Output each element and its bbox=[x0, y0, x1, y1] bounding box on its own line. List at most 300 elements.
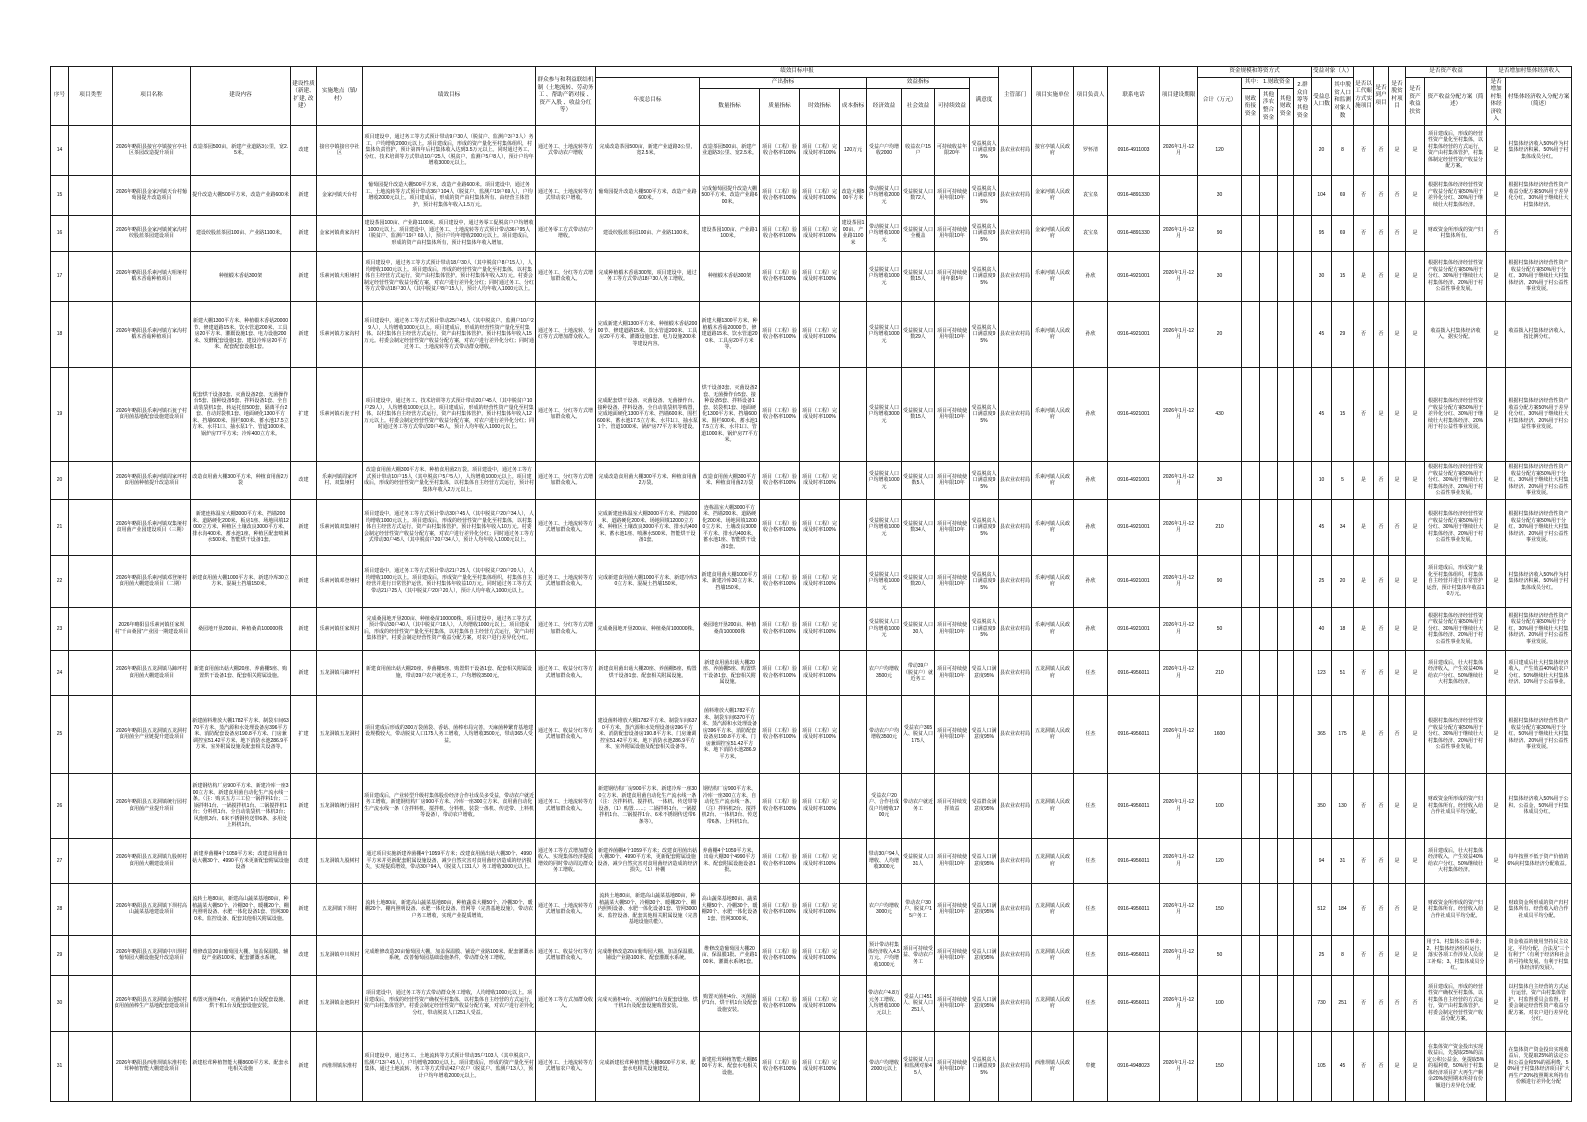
cell-build-period: 2026年1月-12月 bbox=[1160, 650, 1198, 695]
cell-project-leader: 任杰 bbox=[1074, 838, 1108, 883]
cell-total-fund: 30 bbox=[1198, 461, 1242, 499]
cell-quality-indicator: 项目（工程）验收合格率100% bbox=[760, 215, 800, 251]
table-header bbox=[51, 67, 1572, 126]
cell-project-name: 2026年略阳县接官亭镇接官亭社区茶园改造提升项目 bbox=[113, 125, 191, 175]
cell-poor-village-flag: 否 bbox=[1389, 499, 1406, 555]
cell-project-name: 2026年略阳县五龙洞镇统行园村食用菌产业提升项目 bbox=[113, 773, 191, 838]
cell-implementing-unit: 接官亭镇人民政府 bbox=[1032, 125, 1074, 175]
cell-timeliness-indicator: 项目（工程）完成及时率100% bbox=[800, 650, 840, 695]
table-row bbox=[51, 175, 1572, 215]
cell-poor-village-flag: 是 bbox=[1389, 251, 1406, 301]
table-row bbox=[51, 461, 1572, 499]
cell-project-type bbox=[69, 499, 113, 555]
header-collective-plan: 村集体经济收入分配方案（简述） bbox=[1506, 77, 1572, 125]
cell-build-nature: 新建 bbox=[291, 499, 317, 555]
cell-quantity-indicator: 桑园地开垦200亩、种植桑苗100000株 bbox=[700, 607, 760, 650]
cell-build-period: 2026年1月-12月 bbox=[1160, 773, 1198, 838]
cell-agri-integrated-fund bbox=[1260, 838, 1278, 883]
cell-beneficiary-total: 40 bbox=[1312, 607, 1332, 650]
cell-project-name: 2026年略阳县乐素河镇大咀垭村椴木香菇种植项目 bbox=[113, 251, 191, 301]
cell-beneficiary-total: 10 bbox=[1312, 461, 1332, 499]
cell-labor-relief-flag: 否 bbox=[1354, 935, 1374, 975]
cell-performance-goal: 项目建设中，通过务工等方式预计带动9户30人（脱贫户、监测户3户3人）务工，户均增收2000元以上。项目建成后，形成的资产量化至村集体组织，村集体负责管护，预计第四年后村集体收入达到3.5万元以上。同时通过务工、分红、技术培训等方式带动10户25人（脱贫户、监测户5户8人），预计户均年增收3000元以上。 bbox=[363, 125, 536, 175]
cell-social-benefit: 受益脱贫人口数5人 bbox=[902, 461, 935, 499]
cell-total-fund: 50 bbox=[1198, 935, 1242, 975]
cell-self-raised-fund bbox=[1294, 215, 1312, 251]
cell-satisfaction: 受益人口满意度95% bbox=[970, 695, 999, 773]
cell-annual-goal: 完成配套烘干设备、灭菌设备、无菌操作台、接种设备、拌料设备、全自动装袋机等购置，完成地面硬化1300平方米、挡墙600米、围栏600米、蓄水池17.5立方米、水井1口、抽水泵1个、管道1000米、锅炉房77平方米等建设。 bbox=[596, 367, 700, 461]
cell-fiscal-link-fund bbox=[1242, 175, 1260, 215]
cell-build-nature: 新建 bbox=[291, 175, 317, 215]
cell-asset-income-flag: 是 bbox=[1406, 461, 1425, 499]
cell-annual-goal: 新建钢结构厂房900平方米、新建冷库一座300立方米、新建食用菌自动化生产流水线一条（注：含拌料机、搅拌机、一体机、传送带等设备，（1）购置……；二锅拌料1台、一锅搅拌机1台、二锅搅拌1台、6米不锈钢传送带6条等）。 bbox=[596, 773, 700, 838]
cell-participation-mechanism: 通过务工、土地流转等方式增加群众收入。 bbox=[536, 555, 596, 607]
cell-self-raised-fund bbox=[1294, 883, 1312, 935]
cell-satisfaction: 受益人口满意度95% bbox=[970, 935, 999, 975]
cell-build-nature: 改建 bbox=[291, 461, 317, 499]
cell-other-fiscal-fund bbox=[1278, 461, 1294, 499]
cell-project-type bbox=[69, 461, 113, 499]
cell-sustainable-benefit: 项目可持续使用年限5年 bbox=[935, 251, 970, 301]
cell-project-name: 2026年略阳县乐素河镇石瓮子村食用菌基地配套设施建设项目 bbox=[113, 367, 191, 461]
cell-project-leader: 孙欣 bbox=[1074, 499, 1108, 555]
cell-beneficiary-total: 30 bbox=[1312, 251, 1332, 301]
cell-sustainable-benefit: 项目可持续使用年限10年 bbox=[935, 883, 970, 935]
cell-location: 乐素河镇双集垭村 bbox=[317, 499, 363, 555]
cell-build-nature: 改建 bbox=[291, 935, 317, 975]
cell-satisfaction: 受益脱贫人口满意度95% bbox=[970, 499, 999, 555]
cell-implementing-unit: 五龙洞镇人民政府 bbox=[1032, 975, 1074, 1031]
cell-labor-relief-flag: 否 bbox=[1354, 650, 1374, 695]
cell-sustainable-benefit: 项目可持续使用年限10年 bbox=[935, 301, 970, 367]
cell-quality-indicator: 项目（工程）验收合格率100% bbox=[760, 773, 800, 838]
cell-location: 五龙洞镇九股树村 bbox=[317, 838, 363, 883]
cell-satisfaction: 受益脱贫人口满意度95% bbox=[970, 367, 999, 461]
cell-project-type bbox=[69, 367, 113, 461]
table-row bbox=[51, 695, 1572, 773]
cell-labor-relief-flag: 否 bbox=[1354, 367, 1374, 461]
cell-to-household-flag: 否 bbox=[1374, 251, 1389, 301]
cell-quantity-indicator: 种植椴木香菇300架 bbox=[700, 251, 760, 301]
cell-fiscal-link-fund bbox=[1242, 251, 1260, 301]
cell-poor-beneficiary: 8 bbox=[1332, 935, 1354, 975]
cell-location: 五龙洞镇五龙洞村 bbox=[317, 695, 363, 773]
cell-build-content: 建设绞股蓝茶园100亩、产业路1100米。 bbox=[191, 215, 291, 251]
cell-other-fiscal-fund bbox=[1278, 695, 1294, 773]
cell-asset-income-flag: 否 bbox=[1406, 975, 1425, 1031]
cell-timeliness-indicator: 项目（工程）完成及时率100% bbox=[800, 607, 840, 650]
header-to-household: 是否到户项目 bbox=[1374, 67, 1389, 126]
cell-participation-mechanism: 通过务工、土地流转等方式增加群众收入。 bbox=[536, 773, 596, 838]
cell-project-leader: 孙欣 bbox=[1074, 607, 1108, 650]
cell-beneficiary-total: 730 bbox=[1312, 975, 1332, 1031]
cell-poor-beneficiary: 251 bbox=[1332, 975, 1354, 1031]
cell-project-name: 2026年略阳县金家河镇天台村葡萄园提升改造项目 bbox=[113, 175, 191, 215]
header-asset-group: 是否资产收益 bbox=[1406, 67, 1487, 78]
cell-collective-income-plan: 根据村集体经济经营性资产收益分配方案30%用于分红、50%用于继续壮大村集体经济、20%用于村公益性事业发展。 bbox=[1506, 695, 1572, 773]
cell-build-nature: 新建 bbox=[291, 975, 317, 1031]
cell-seq: 14 bbox=[51, 125, 69, 175]
cell-collective-income-flag: 是 bbox=[1487, 607, 1506, 650]
cell-self-raised-fund bbox=[1294, 499, 1312, 555]
cell-social-benefit: 受益脱贫人口全覆盖 bbox=[902, 215, 935, 251]
cell-project-name: 2026年略阳县乐素河镇周家坪村食用菌种植提升改造项目 bbox=[113, 461, 191, 499]
cell-seq: 31 bbox=[51, 1031, 69, 1101]
header-content: 建设内容 bbox=[191, 67, 291, 126]
cell-build-nature: 新建 bbox=[291, 883, 317, 935]
cell-agri-integrated-fund bbox=[1260, 175, 1278, 215]
cell-labor-relief-flag: 否 bbox=[1354, 975, 1374, 1031]
cell-cost-indicator bbox=[840, 838, 867, 883]
cell-implementing-unit: 乐素河镇人民政府 bbox=[1032, 607, 1074, 650]
header-collective-yn: 是否增加村集体经济收入 bbox=[1487, 77, 1506, 125]
cell-cost-indicator: 120万元 bbox=[840, 125, 867, 175]
cell-project-name: 2026年略阳县五龙洞镇金池院村食用菌菌棒生产基地配套建设项目 bbox=[113, 975, 191, 1031]
cell-build-period: 2026年1月-12月 bbox=[1160, 555, 1198, 607]
cell-beneficiary-total: 365 bbox=[1312, 695, 1332, 773]
cell-project-leader: 罗怀清 bbox=[1074, 125, 1108, 175]
header-unit: 项目实施单位 bbox=[1032, 67, 1074, 126]
cell-economic-benefit: 受益脱贫人口户均增收3000元 bbox=[867, 367, 902, 461]
cell-contact-phone: 0916-4911003 bbox=[1108, 125, 1160, 175]
cell-contact-phone: 0916-4921001 bbox=[1108, 461, 1160, 499]
cell-asset-income-plan: 项目建成后，形成的经营性资产量化至村集体，以村集体经营的方式运行，资产由村集体管护，村集体制定经营性资产收益分配方案。 bbox=[1425, 125, 1487, 175]
header-participation: 群众参与和利益联结机制（土地流转、劳动务工 、帮助产销对接 、资产入股 、收益分红等） bbox=[536, 67, 596, 126]
cell-seq: 22 bbox=[51, 555, 69, 607]
cell-collective-income-plan: 根据村集体经济经营性资产收益分配方案50%用于分红、30%用于继续壮大村集体经济、20%用于村公益性事业发展。 bbox=[1506, 461, 1572, 499]
cell-implementing-unit: 五龙洞镇人民政府 bbox=[1032, 650, 1074, 695]
table-row bbox=[51, 838, 1572, 883]
cell-implementing-unit: 金家河镇人民政府 bbox=[1032, 215, 1074, 251]
cell-quantity-indicator: 新建松茸种植智能大棚8600平方米、配套水电相关设施。 bbox=[700, 1031, 760, 1101]
cell-labor-relief-flag: 是 bbox=[1354, 251, 1374, 301]
cell-fiscal-link-fund bbox=[1242, 1031, 1260, 1101]
cell-poor-village-flag: 否 bbox=[1389, 695, 1406, 773]
cell-timeliness-indicator: 项目（工程）完成及时率100% bbox=[800, 461, 840, 499]
cell-contact-phone: 0916-4891330 bbox=[1108, 215, 1160, 251]
cell-asset-income-plan: 项目建成后，形成资产量化至村集体组织，村集体自主经营并进行日常管护运营，预计村集体年收益10万元。 bbox=[1425, 555, 1487, 607]
cell-other-fiscal-fund bbox=[1278, 555, 1294, 607]
cell-collective-income-plan: 根据村集体经济经营性资产收益分配方案50%用于分红、30%用于继续壮大村集体经济、20%用于村公益性事业发展。 bbox=[1506, 251, 1572, 301]
cell-poor-beneficiary: 34 bbox=[1332, 499, 1354, 555]
cell-beneficiary-total: 123 bbox=[1312, 650, 1332, 695]
cell-quality-indicator: 项目（工程）验收合格率100% bbox=[760, 838, 800, 883]
cell-annual-goal: 完成新建大棚1300平方米、种植椴木香菇20000节、修建道路15米、饮水管道200米、工具房20平方米、灌溉设施1套、电力设施200米等建设内容。 bbox=[596, 301, 700, 367]
cell-performance-goal: 项目建设中，通过务工等方式预计带动18户30人（其中脱贫户8户15人），人均增收1000元以上。项目建成后，形成的经营性资产量化至村集体，以村集体自主经营方式运行，资产由村集体管护。预计村集体年收入3万元。村委会制定经营性资产收益分配方案，对农户进行差异化分红；同时通过务工、分红等方式带动18户30人（其中脱贫户8户15人），预计人均年收入1000元以上。 bbox=[363, 251, 536, 301]
cell-poor-beneficiary: 15 bbox=[1332, 251, 1354, 301]
cell-cost-indicator bbox=[840, 251, 867, 301]
cell-build-nature: 新建 bbox=[291, 251, 317, 301]
cell-collective-income-flag: 是 bbox=[1487, 555, 1506, 607]
cell-poor-beneficiary: 18 bbox=[1332, 607, 1354, 650]
cell-build-content: 新建松茸种植智能大棚8600平方米、配套水电相关设施 bbox=[191, 1031, 291, 1101]
cell-location: 接官亭镇接官亭社区 bbox=[317, 125, 363, 175]
cell-project-name: 2026年略阳县五龙洞镇五龙洞村食用菌全产业链提升建设项目 bbox=[113, 695, 191, 773]
cell-poor-beneficiary: 31 bbox=[1332, 838, 1354, 883]
cell-economic-benefit: 带动户均增收2000元以上 bbox=[867, 1031, 902, 1101]
cell-contact-phone: 0916-4956011 bbox=[1108, 975, 1160, 1031]
cell-satisfaction: 受益人口满意度95% bbox=[970, 838, 999, 883]
cell-self-raised-fund bbox=[1294, 125, 1312, 175]
cell-project-type bbox=[69, 935, 113, 975]
cell-cost-indicator bbox=[840, 935, 867, 975]
cell-fiscal-link-fund bbox=[1242, 838, 1260, 883]
cell-fiscal-link-fund bbox=[1242, 695, 1260, 773]
cell-asset-income-plan: 财政资金所形成的资产归村集体所有。经营收入给合作社成员平均分配。 bbox=[1425, 883, 1487, 935]
cell-other-fiscal-fund bbox=[1278, 975, 1294, 1031]
cell-labor-relief-flag: 否 bbox=[1354, 125, 1374, 175]
header-quality: 质量指标 bbox=[760, 89, 800, 126]
cell-collective-income-plan: 财政资金所形成的资产归村集体所有、经营收入给合作社成员平均分配。 bbox=[1506, 883, 1572, 935]
cell-project-leader: 孙欣 bbox=[1074, 555, 1108, 607]
cell-self-raised-fund bbox=[1294, 555, 1312, 607]
cell-build-content: 新建钢结构厂房900平方米、新建冷库一座300立方米、新建食用菌自动化生产流水线一条。（注：购买五方三工位一锅拌料1台；二锅拌料1台、一锅搅拌机1台、二锅搅拌机1台；分料机1台、全自动装袋机一体机3台；风炮机3台、6米不锈钢传送带6条、多用处上料机1台。 bbox=[191, 773, 291, 838]
cell-self-raised-fund bbox=[1294, 773, 1312, 838]
header-output-group: 产出指标 bbox=[700, 77, 867, 89]
cell-performance-goal: 项目建设中，通过务工等方式预计带动25户45人（其中脱贫户、监测户10户29人），人均增收1000元以上。项目建成后，形成的经营性资产量化至村集体。以村集体自主经营方式运行，资产由村集体管护。预计村集体年收入15万元。村委会制定经营性资产收益分配方案，对农户进行差异化分红；同时通过务工、土地流转等方式带动群众增收。 bbox=[363, 301, 536, 367]
cell-annual-goal: 新建食用菌出菇大棚20座、养菌棚5座、购置烘干设备1套、配套相关附属设施。 bbox=[596, 650, 700, 695]
cell-project-type bbox=[69, 883, 113, 935]
cell-participation-mechanism: 通过务工、分红等方式增加群众收入。 bbox=[536, 367, 596, 461]
cell-build-period: 2026年1月-12月 bbox=[1160, 301, 1198, 367]
cell-other-fiscal-fund bbox=[1278, 1031, 1294, 1101]
cell-poor-beneficiary: 29 bbox=[1332, 301, 1354, 367]
cell-participation-mechanism: 通过务工、收益分红等方式增加群众收入。 bbox=[536, 695, 596, 773]
cell-self-raised-fund bbox=[1294, 175, 1312, 215]
cell-supervising-dept: 县农业农村局 bbox=[999, 695, 1032, 773]
cell-satisfaction: 受益脱贫人口满意度95% bbox=[970, 461, 999, 499]
cell-cost-indicator: 建设茶园100亩、产业路1100米 bbox=[840, 215, 867, 251]
cell-collective-income-flag: 是 bbox=[1487, 935, 1506, 975]
header-leader: 项目负责人 bbox=[1074, 67, 1108, 126]
cell-location: 五龙洞镇金池院村 bbox=[317, 975, 363, 1031]
cell-build-content: 种植椴木香菇300架 bbox=[191, 251, 291, 301]
cell-participation-mechanism: 通过务工等方式增加群众收入、实现集体经济提质增效的同时带动周边群众务工增收。 bbox=[536, 838, 596, 883]
cell-poor-village-flag: 是 bbox=[1389, 301, 1406, 367]
cell-implementing-unit: 乐素河镇人民政府 bbox=[1032, 499, 1074, 555]
cell-satisfaction: 受益脱贫人口满意度95% bbox=[970, 301, 999, 367]
table-row bbox=[51, 367, 1572, 461]
cell-build-period: 2026年1月-12月 bbox=[1160, 1031, 1198, 1101]
cell-economic-benefit: 带动农户4.8万元务工增收、人均增收1000元以上 bbox=[867, 975, 902, 1031]
cell-fiscal-link-fund bbox=[1242, 461, 1260, 499]
cell-build-content: 配套烘干设备3套、灭菌设备2套、无菌操作台5套、接种设备5套、拌料设备1套、全自动装袋机1套、转运托盘500套、隔离平台2套、自动封袋机1套、地面硬化1300平方米、挡墙600米、围栏600米、蓄水池17.5立方米、水井1口、抽水泵1个、管道1000米、锅炉房77平方米；冷库400立方米。 bbox=[191, 367, 291, 461]
cell-quantity-indicator: 连栋温室大棚3000平方米、挡墙200米、道路硬化200米、场地回填12000立方米、土壤改良3000平方米、排水沟400米、蓄水池1座、智能烘干设备1套。 bbox=[700, 499, 760, 555]
cell-fiscal-link-fund bbox=[1242, 975, 1260, 1031]
cell-total-fund: 50 bbox=[1198, 607, 1242, 650]
cell-agri-integrated-fund bbox=[1260, 251, 1278, 301]
cell-annual-goal: 完成维修改造20亩葡萄园大棚、加盖保温膜、铺设产业路100米、配套灌溉水系统。 bbox=[596, 935, 700, 975]
cell-project-type bbox=[69, 555, 113, 607]
cell-to-household-flag: 否 bbox=[1374, 1031, 1389, 1101]
cell-sustainable-benefit: 项目可持续使用年限10年 bbox=[935, 838, 970, 883]
cell-build-nature: 新建 bbox=[291, 607, 317, 650]
cell-beneficiary-total: 512 bbox=[1312, 883, 1332, 935]
cell-supervising-dept: 县农业农村局 bbox=[999, 125, 1032, 175]
cell-quantity-indicator: 购置灭菌柜4台、灭菌锅炉1台、烘干机1台及配套设施安装。 bbox=[700, 975, 760, 1031]
cell-build-period: 2026年1月-12月 bbox=[1160, 251, 1198, 301]
cell-participation-mechanism: 通过务工、分红等方式增加群众收入。 bbox=[536, 607, 596, 650]
cell-build-period: 2026年1月-12月 bbox=[1160, 883, 1198, 935]
cell-project-type bbox=[69, 773, 113, 838]
cell-collective-income-flag: 是 bbox=[1487, 883, 1506, 935]
cell-satisfaction: 受益脱贫人口满意度95% bbox=[970, 555, 999, 607]
cell-asset-income-plan: 收益拨入村集体经济收入，据实分配。 bbox=[1425, 301, 1487, 367]
table-row bbox=[51, 935, 1572, 975]
cell-cost-indicator bbox=[840, 499, 867, 555]
cell-total-fund: 30 bbox=[1198, 175, 1242, 215]
cell-to-household-flag: 否 bbox=[1374, 650, 1389, 695]
table-row bbox=[51, 215, 1572, 251]
cell-participation-mechanism: 通过务工等方式加群众收入。 bbox=[536, 975, 596, 1031]
cell-satisfaction: 受益群众满意度95% bbox=[970, 773, 999, 838]
cell-build-period: 2026年1月-12月 bbox=[1160, 461, 1198, 499]
cell-supervising-dept: 县农业农村局 bbox=[999, 883, 1032, 935]
cell-quality-indicator: 项目（工程）验收合格率100% bbox=[760, 251, 800, 301]
header-goal: 绩效目标 bbox=[363, 67, 536, 126]
cell-sustainable-benefit: 项目可持续使用年限10年 bbox=[935, 499, 970, 555]
cell-sustainable-benefit: 项目可持续使用年限10年 bbox=[935, 695, 970, 773]
cell-quality-indicator: 项目（工程）验收合格率100% bbox=[760, 883, 800, 935]
cell-performance-goal: 完成桑园地开垦200亩、种植桑苗100000株。项目建设中，通过务工等方式预计带动30户40人（其中脱贫户18人），人均增收1000元以上。项目建成后，形成的经营性资产量化至村集体，以村集体自主经营方式运行，资产由村集体管护。村委会制定经营性资产收益分配方案，对农户进行差异化分红。 bbox=[363, 607, 536, 650]
cell-beneficiary-total: 20 bbox=[1312, 125, 1332, 175]
cell-implementing-unit: 五龙洞镇人民政府 bbox=[1032, 935, 1074, 975]
cell-satisfaction: 受益人口满意度95% bbox=[970, 975, 999, 1031]
cell-collective-income-plan bbox=[1506, 215, 1572, 251]
table-row bbox=[51, 1031, 1572, 1101]
cell-location: 乐素河镇任家坝村 bbox=[317, 607, 363, 650]
cell-build-content: 新建大棚1300平方米、种植椴木香菇20000节、修建道路15米、饮水管道200米、工具房20平方米、灌溉设施1套、电力设施200米、发酵配套设施1套、建设冷库房20平方米、配套配套设施1套。 bbox=[191, 301, 291, 367]
cell-collective-income-flag: 是 bbox=[1487, 125, 1506, 175]
cell-labor-relief-flag: 否 bbox=[1354, 175, 1374, 215]
cell-project-name: 2026年略阳县乐素河镇方家沟村椴木香菇种植项目 bbox=[113, 301, 191, 367]
cell-performance-goal: 项目建成后形成的300万袋菌袋、香菇、菌棒布局完善，天麻菌种繁育基地建设规模较大，带动脱贫人口175人务工增收，人均增收3500元，带动365人受益。 bbox=[363, 695, 536, 773]
cell-contact-phone: 0916-4921001 bbox=[1108, 251, 1160, 301]
cell-fiscal-link-fund bbox=[1242, 935, 1260, 975]
header-benefit-group: 效益指标 bbox=[867, 77, 970, 89]
cell-seq: 24 bbox=[51, 650, 69, 695]
cell-agri-integrated-fund bbox=[1260, 555, 1278, 607]
cell-build-period: 2026年1月-12月 bbox=[1160, 367, 1198, 461]
cell-implementing-unit: 五龙洞镇人民政府 bbox=[1032, 838, 1074, 883]
header-dept: 主管部门 bbox=[999, 67, 1032, 126]
cell-poor-village-flag: 是 bbox=[1389, 607, 1406, 650]
cell-quality-indicator: 项目（工程）验收合格率100% bbox=[760, 461, 800, 499]
cell-asset-income-plan: 用于1、村集体公益事业；2、村集体经济组织运行、落实各项工作涉及人员误工补贴；3、村集体成员分红。 bbox=[1425, 935, 1487, 975]
cell-location: 金家河镇黄家沟村 bbox=[317, 215, 363, 251]
cell-build-nature: 新建 bbox=[291, 301, 317, 367]
cell-cost-indicator bbox=[840, 773, 867, 838]
cell-quality-indicator: 项目（工程）验收合格率100% bbox=[760, 935, 800, 975]
cell-quality-indicator: 项目（工程）验收合格率100% bbox=[760, 175, 800, 215]
cell-project-type bbox=[69, 215, 113, 251]
cell-implementing-unit: 西淮坝镇人民政府 bbox=[1032, 1031, 1074, 1101]
cell-satisfaction: 受益脱贫人口满意度95% bbox=[970, 215, 999, 251]
cell-fiscal-link-fund bbox=[1242, 650, 1260, 695]
cell-performance-goal: 项目建设中，通过务工等方式带动群众务工增收，人均增收1000元以上。项目建成后，形成的经营性资产确权至村集体，以村集体自主经营的方式运行，资产由村集体管护。村委会制定经营性资产收益分配方案，对农户进行差异化分红，带动脱贫人口251人受益。 bbox=[363, 975, 536, 1031]
cell-quality-indicator: 项目（工程）验收合格率100% bbox=[760, 555, 800, 607]
cell-total-fund: 100 bbox=[1198, 773, 1242, 838]
cell-project-leader: 孙欣 bbox=[1074, 367, 1108, 461]
cell-asset-income-flag: 是 bbox=[1406, 215, 1425, 251]
cell-total-fund: 120 bbox=[1198, 838, 1242, 883]
cell-social-benefit: 项目可持续受益、带动农户务工 bbox=[902, 935, 935, 975]
cell-poor-beneficiary: 20 bbox=[1332, 555, 1354, 607]
cell-to-household-flag: 否 bbox=[1374, 461, 1389, 499]
table-row bbox=[51, 555, 1572, 607]
cell-agri-integrated-fund bbox=[1260, 125, 1278, 175]
cell-project-type bbox=[69, 975, 113, 1031]
cell-other-fiscal-fund bbox=[1278, 650, 1294, 695]
cell-collective-income-flag: 是 bbox=[1487, 499, 1506, 555]
cell-participation-mechanism: 通过务工、收益分红等方式增加群众收入。 bbox=[536, 650, 596, 695]
cell-asset-income-flag: 是 bbox=[1406, 367, 1425, 461]
cell-beneficiary-total: 25 bbox=[1312, 555, 1332, 607]
table-row bbox=[51, 650, 1572, 695]
cell-social-benefit: 受益脱贫人口数34人 bbox=[902, 499, 935, 555]
cell-other-fiscal-fund bbox=[1278, 883, 1294, 935]
cell-project-leader: 孙欣 bbox=[1074, 301, 1108, 367]
cell-agri-integrated-fund bbox=[1260, 1031, 1278, 1101]
table-row bbox=[51, 883, 1572, 935]
cell-build-content: 新建连栋温室大棚3000平方米、挡墙200米、道路硬化200米、板房1座、场地回填12000立方米、种植区土壤改良3000平方米、排水沟400米、蓄水池1座、种植区配套喷淋水500米、智能烘干设备1套。 bbox=[191, 499, 291, 555]
cell-project-name: 2026年略阳县五龙洞镇马蹄坪村食用菌大棚建设项目 bbox=[113, 650, 191, 695]
cell-project-name: 2026年略阳县乐素河镇任家坝村“千亩桑园”产业园一期建设项目 bbox=[113, 607, 191, 650]
cell-quality-indicator: 项目（工程）验收合格率100% bbox=[760, 499, 800, 555]
cell-implementing-unit: 乐素河镇人民政府 bbox=[1032, 251, 1074, 301]
cell-performance-goal: 项目建设中，通过务工、土地流转等方式预计带动35户103人（其中脱贫户、监测户13户45人），户均增收2000元以上。项目建成后，形成的资产量化至村集体，通过土地流转、务工等方式带动42户农户（脱贫户、监测户13人），预计户均年增收2000元以上。 bbox=[363, 1031, 536, 1101]
cell-labor-relief-flag: 是 bbox=[1354, 461, 1374, 499]
cell-social-benefit: 受益脱贫人口和监测对象45人 bbox=[902, 1031, 935, 1101]
cell-collective-income-plan: 在集体资产资金投出实现收益后，先提取25%的法定公积公益金和5%的福利费，50%用于村集体经济项目扩大再生产20%按照期末所持有份额进行差异化分配 bbox=[1506, 1031, 1572, 1101]
cell-timeliness-indicator: 项目（工程）完成及时率100% bbox=[800, 773, 840, 838]
cell-other-fiscal-fund bbox=[1278, 251, 1294, 301]
cell-asset-income-plan: 项目建成后，壮大村集体经济收入，产生效益40%给农户分红、50%继续壮大村集体经济。 bbox=[1425, 650, 1487, 695]
cell-annual-goal: 完成新建连栋温室大棚3000平方米、挡墙200米、道路硬化200米、场地回填12000立方米、种植区土壤改良3000平方米、排水沟400米、蓄水池1座、喷淋水500米、智能烘干设备1套。 bbox=[596, 499, 700, 555]
cell-build-content: 新建食用菌大棚1000平方米、新建冷库30立方米、混凝土挡墙150米。 bbox=[191, 555, 291, 607]
cell-fiscal-link-fund bbox=[1242, 555, 1260, 607]
cell-seq: 28 bbox=[51, 883, 69, 935]
cell-total-fund: 100 bbox=[1198, 975, 1242, 1031]
cell-seq: 26 bbox=[51, 773, 69, 838]
cell-project-type bbox=[69, 251, 113, 301]
cell-quality-indicator: 项目（工程）验收合格率100% bbox=[760, 1031, 800, 1101]
cell-social-benefit: 受益脱贫人口数29人 bbox=[902, 301, 935, 367]
cell-to-household-flag: 否 bbox=[1374, 555, 1389, 607]
header-location: 实施地点（镇/村） bbox=[317, 67, 363, 126]
cell-collective-income-plan: 根据村集体经济经营性资产收益分配方案50%用于差异化分红、30%用于继续壮大村集体经济。 bbox=[1506, 175, 1572, 215]
cell-timeliness-indicator: 项目（工程）完成及时率100% bbox=[800, 125, 840, 175]
cell-poor-beneficiary: 51 bbox=[1332, 650, 1354, 695]
cell-annual-goal: 新建养菌棚4个1059平方米；改建食用菌出菇大棚30个、4990平方米，更新配套附属设施设备，减少自然灾害对食用菌经济造成的经济损失。（1）补棚 bbox=[596, 838, 700, 883]
cell-supervising-dept: 县农业农村局 bbox=[999, 251, 1032, 301]
cell-contact-phone: 0916-4921001 bbox=[1108, 607, 1160, 650]
cell-project-type bbox=[69, 175, 113, 215]
cell-collective-income-plan: 项目建成后壮大村集体经济收入，产生效益40%给农户分红、50%继续壮大村集体经济、10%用于公益事业。 bbox=[1506, 650, 1572, 695]
header-satisfaction: 满意度 bbox=[970, 77, 999, 125]
cell-poor-village-flag: 是 bbox=[1389, 773, 1406, 838]
cell-contact-phone: 0916-4891330 bbox=[1108, 175, 1160, 215]
cell-performance-goal: 流转土地80亩，新建高山蔬菜基地80亩，种植蔬菜大棚50个、冷棚30个、暖棚20个、棚内照明设备、水肥一体化设备、管网等（完善基地设施），带动农户务工增收，实现产业提质增效。 bbox=[363, 883, 536, 935]
cell-build-period: 2026年1月-12月 bbox=[1160, 935, 1198, 975]
header-econ: 经济效益 bbox=[867, 89, 902, 126]
cell-collective-income-plan: 根据村集体经济经营性资产收益分配方案50%用于分红、30%用于继续壮大村集体经济、20%用于村公益性事业发展。 bbox=[1506, 499, 1572, 555]
cell-build-nature: 扩建 bbox=[291, 367, 317, 461]
cell-asset-income-plan: 根据村集体经济经营性资产收益分配方案50%用于分红、30%用于继续壮大村集体经济、20%用于村公益性事业发展。 bbox=[1425, 607, 1487, 650]
cell-poor-beneficiary: 5 bbox=[1332, 461, 1354, 499]
cell-contact-phone: 0916-4956011 bbox=[1108, 650, 1160, 695]
cell-build-nature: 扩建 bbox=[291, 695, 317, 773]
